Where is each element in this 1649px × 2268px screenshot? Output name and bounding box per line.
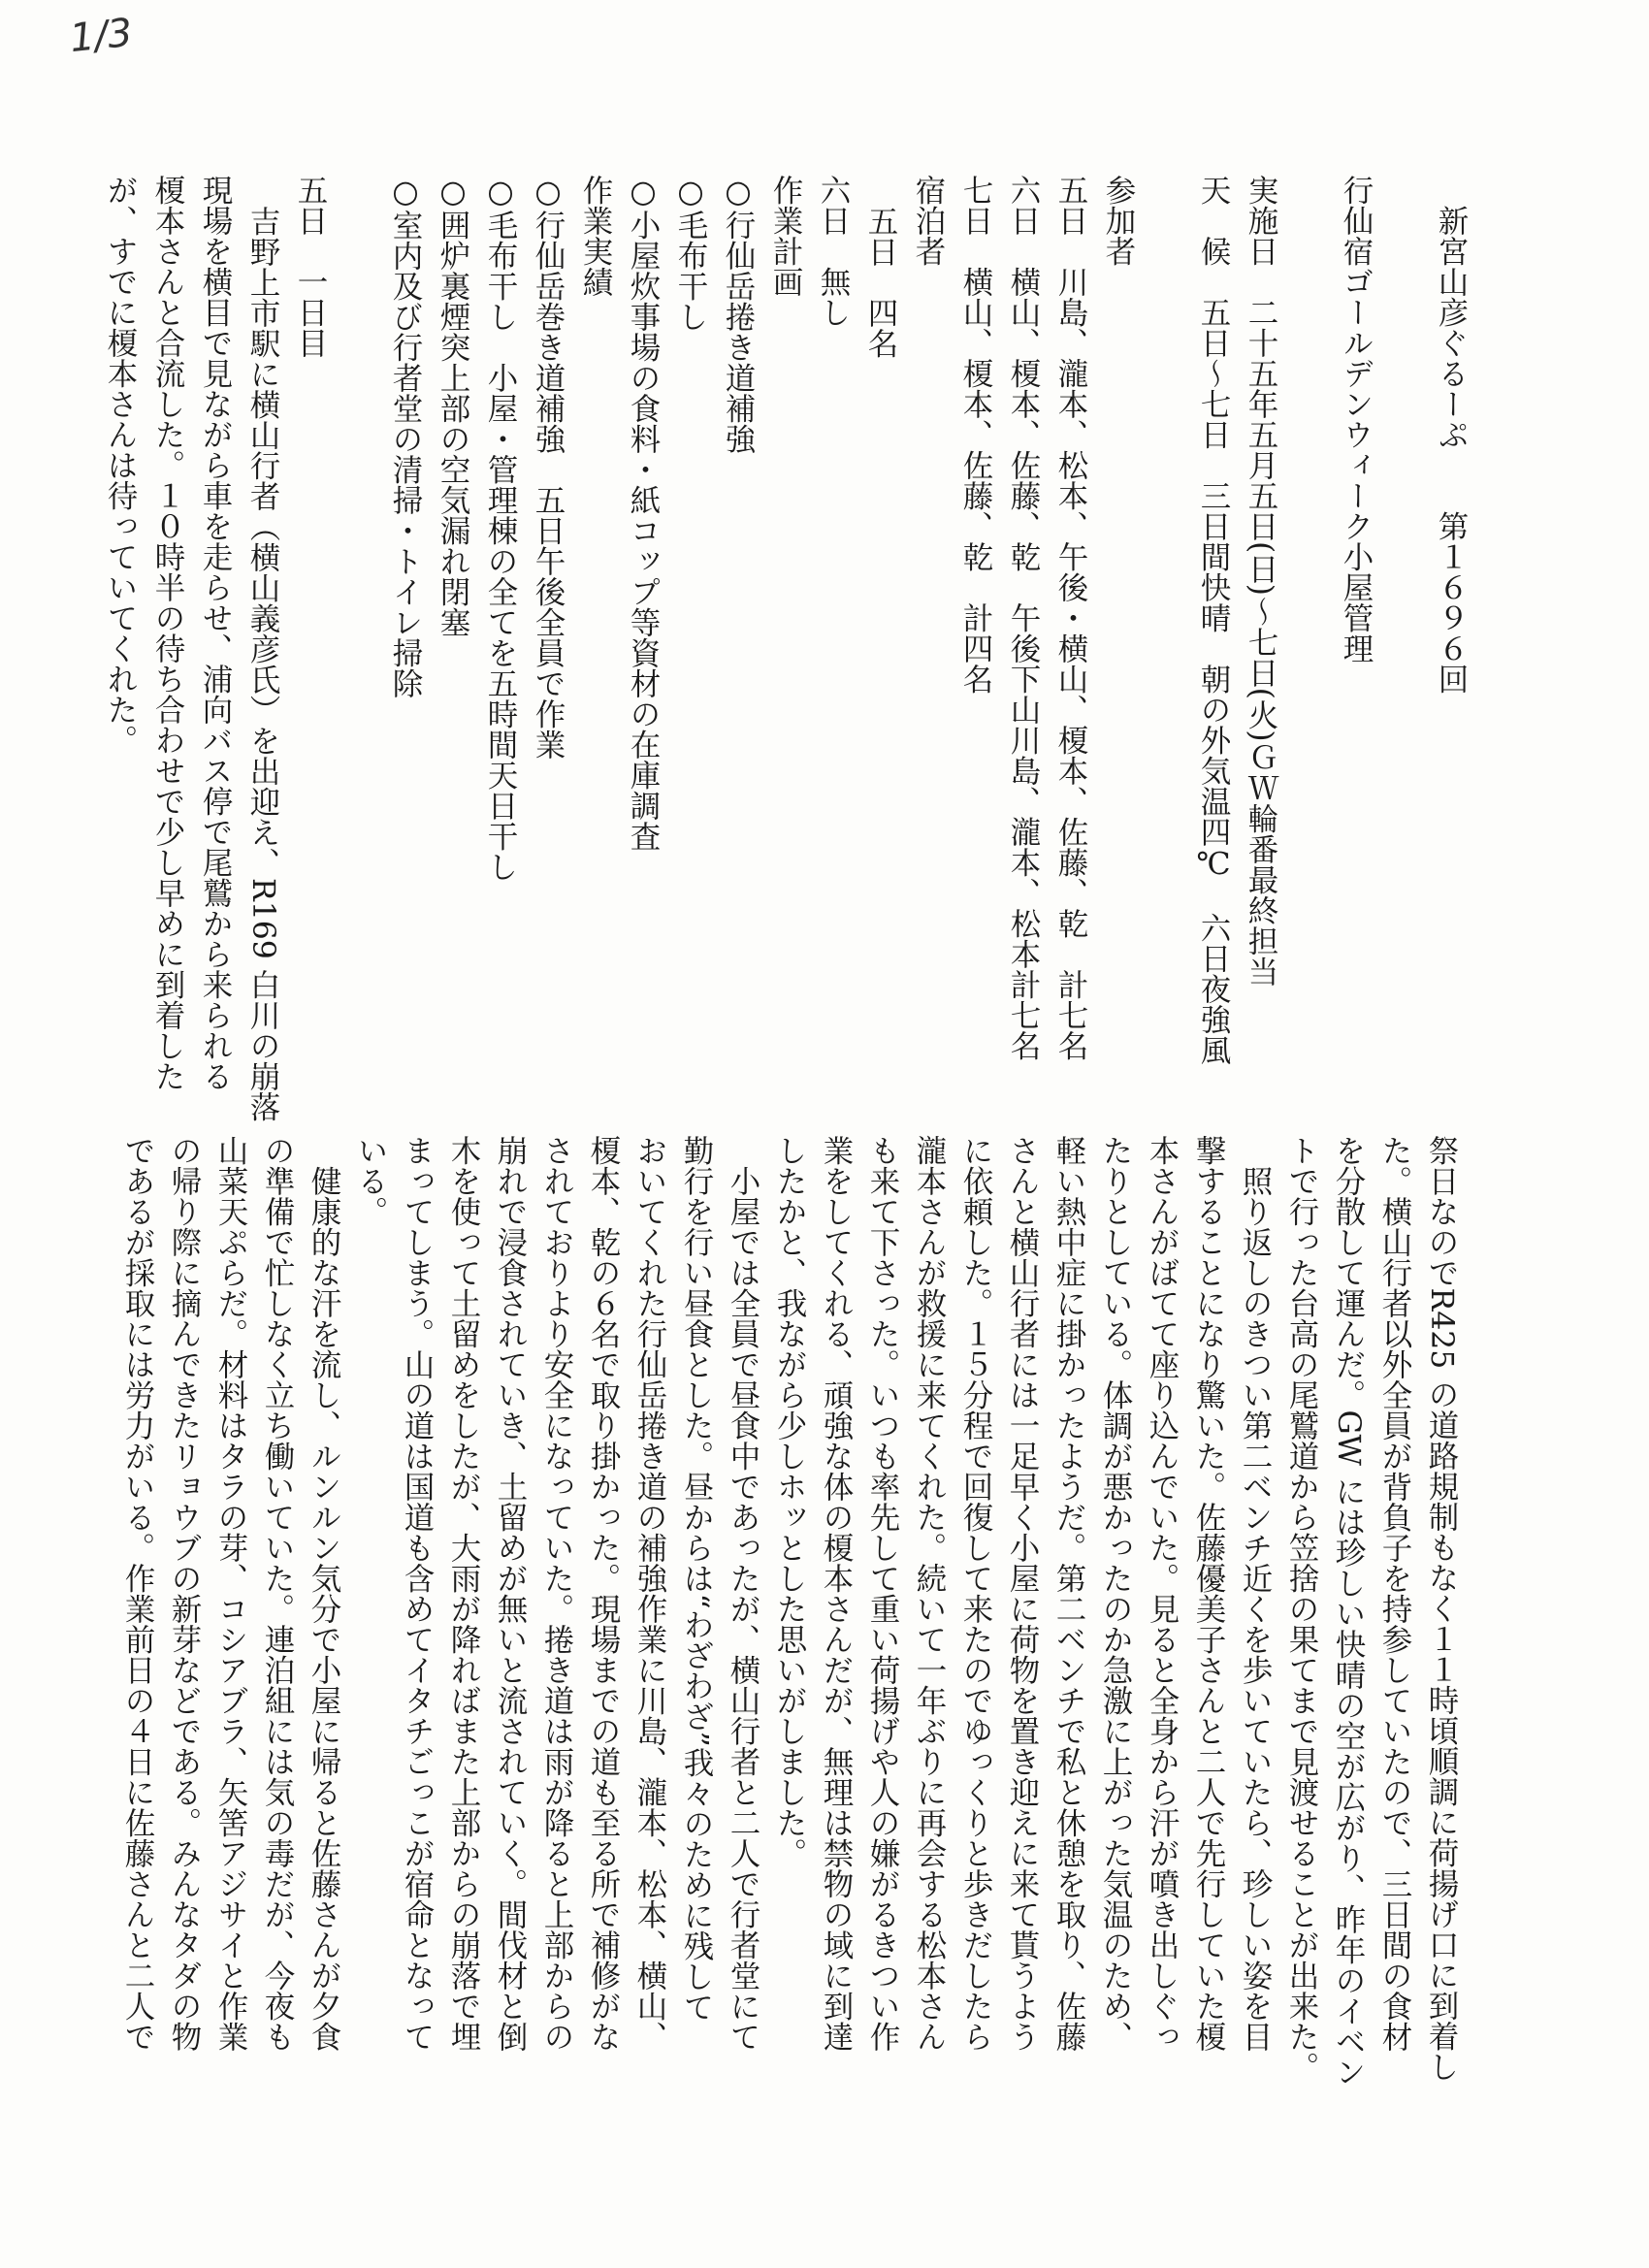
weather-line: 天 候 五日～七日 三日間快晴 朝の外気温四℃ 六日夜強風 xyxy=(1196,175,1231,1065)
body-line: さんと横山行者には一足早く小屋に荷物を置き迎えに来て貰うよう xyxy=(1005,1135,1040,2052)
body-line: であるが採取には労力がいる。作業前日の４日に佐藤さんと二人で xyxy=(120,1135,155,2052)
blank-line xyxy=(334,175,381,1164)
body-line: の準備で忙しなく立ち働いていた。連泊組には気の毒だが、今夜も xyxy=(260,1135,295,2052)
narrative-line: 現場を横目で見ながら車を走らせ、浦向バス停で尾鷲から来られる xyxy=(198,175,233,1091)
participants-day6: 六日 横山、榎本、佐藤、乾 午後下山川島、瀧本、松本計七名 xyxy=(1006,175,1041,1061)
body-line: た。横山行者以外全員が背負子を持参していたので、三日間の食材 xyxy=(1377,1135,1412,2052)
body-line: おいてくれた行仙岳捲き道の補強作業に川島、瀧本、松本、横山、 xyxy=(632,1135,667,2052)
body-line: 業をしてくれる、頑強な体の榎本さんだが、無理は禁物の域に到達 xyxy=(819,1135,854,2052)
body-line: 山菜天ぷらだ。材料はタラの芽、コシアブラ、矢筈アジサイと作業 xyxy=(213,1135,248,2052)
narrative-line: 吉野上市駅に横山行者（横山義彦氏）を出迎え、R169 白川の崩落 xyxy=(245,206,280,1122)
report-header-section xyxy=(39,175,1474,1164)
body-line: も来て下さった。いつも率先して重い荷揚げや人の嫌がるきつい作 xyxy=(865,1135,900,2052)
body-line: たりとしている。体調が悪かったのか急激に上がった気温のため、 xyxy=(1098,1135,1133,2052)
body-line: されておりより安全になっていた。捲き道は雨が降ると上部からの xyxy=(539,1135,574,2052)
lodging-day5: 五日 四名 xyxy=(863,206,898,359)
plan-item: ○行仙岳捲き道補強 xyxy=(721,175,756,454)
plan-heading: 作業計画 xyxy=(768,175,803,297)
participants-day7: 七日 横山、榎本、佐藤、乾 計四名 xyxy=(958,175,993,695)
body-line: を分散して運んだ。GW には珍しい快晴の空が広がり、昨年のイベン xyxy=(1331,1135,1366,2088)
blank-line xyxy=(1379,175,1427,1164)
group-name-and-issue: 新宮山彦ぐるーぷ 第１６９６回 xyxy=(1434,175,1469,695)
body-line: 健康的な汗を流し、ルンルン気分で小屋に帰ると佐藤さんが夕食 xyxy=(307,1135,341,2052)
result-item: ○行仙岳巻き道補強 五日午後全員で作業 xyxy=(531,175,566,760)
narrative-line: が、すでに榎本さんは待っていてくれた。 xyxy=(103,175,138,756)
body-line: 勤行を行い昼食とした。昼からは“わざわざ”我々のために残して xyxy=(679,1135,714,2023)
body-line: の帰り際に摘んできたリョウブの新芽などである。みんなタダの物 xyxy=(167,1135,202,2052)
result-item: ○毛布干し 小屋・管理棟の全てを五時間天日干し xyxy=(483,175,518,882)
blank-line xyxy=(1142,175,1189,1164)
blank-line xyxy=(1284,175,1332,1164)
plan-item: ○毛布干し xyxy=(673,175,708,332)
body-line: 撃することになり驚いた。佐藤優美子さんと二人で先行していた榎 xyxy=(1191,1135,1226,2052)
body-line: いる。 xyxy=(353,1135,388,1227)
body-line: トで行った台高の尾鷲道から笠捨の果てまで見渡せることが出来た。 xyxy=(1284,1135,1319,2083)
report-title: 行仙宿ゴールデンウィーク小屋管理 xyxy=(1339,175,1374,664)
plan-item: ○小屋炊事場の食料・紙コップ等資材の在庫調査 xyxy=(626,175,661,852)
participants-heading: 参加者 xyxy=(1101,175,1136,267)
results-heading: 作業実績 xyxy=(578,175,613,297)
result-item: ○囲炉裏煙突上部の空気漏れ閉塞 xyxy=(436,175,470,637)
day-heading: 五日 一日目 xyxy=(293,175,328,358)
body-line: したかと、我ながら少しホッとした思いがしました。 xyxy=(772,1135,807,1868)
body-line: 本さんがばてて座り込んでいた。見ると全身から汗が噴き出しぐっ xyxy=(1145,1135,1180,2052)
date-line: 実施日 二十五年五月五日(日)～七日(火)ＧＷ輪番最終担当 xyxy=(1244,175,1278,987)
body-line: 瀧本さんが救援に来てくれた。続いて一年ぶりに再会する松本さん xyxy=(912,1135,947,2052)
body-line: まってしまう。山の道は国道も含めてイタチごっこが宿命となって xyxy=(400,1135,435,2052)
body-line: 榎本、乾の６名で取り掛かった。現場までの道も至る所で補修がな xyxy=(586,1135,621,2052)
narrative-continuation xyxy=(78,1135,1465,2212)
body-line: 木を使って土留めをしたが、大雨が降ればまた上部からの崩落で埋 xyxy=(446,1135,481,2052)
lodging-heading: 宿泊者 xyxy=(911,175,946,267)
body-line: 照り返しのきつい第二ベンチ近くを歩いていたら、珍しい姿を目 xyxy=(1238,1135,1273,2052)
body-line: 祭日なのでR425 の道路規制もなく１１時頃順調に荷揚げ口に到着し xyxy=(1424,1135,1459,2082)
body-line: 軽い熱中症に掛かったようだ。第二ベンチで私と休憩を取り、佐藤 xyxy=(1051,1135,1086,2052)
lodging-day6: 六日 無し xyxy=(816,175,851,328)
body-line: に依頼した。１５分程で回復して来たのでゆっくりと歩きだしたら xyxy=(958,1135,993,2052)
participants-day5: 五日 川島、瀧本、松本、午後・横山、榎本、佐藤、乾 計七名 xyxy=(1053,175,1088,1061)
body-line: 小屋では全員で昼食中であったが、横山行者と二人で行者堂にて xyxy=(726,1135,760,2052)
page-number: 1/3 xyxy=(67,10,135,62)
result-item: ○室内及び行者堂の清掃・トイレ掃除 xyxy=(388,175,423,698)
narrative-line: 榎本さんと合流した。１０時半の待ち合わせで少し早めに到着した xyxy=(150,175,185,1091)
body-line: 崩れで浸食されていき、土留めが無いと流されていく。間伐材と倒 xyxy=(493,1135,528,2052)
